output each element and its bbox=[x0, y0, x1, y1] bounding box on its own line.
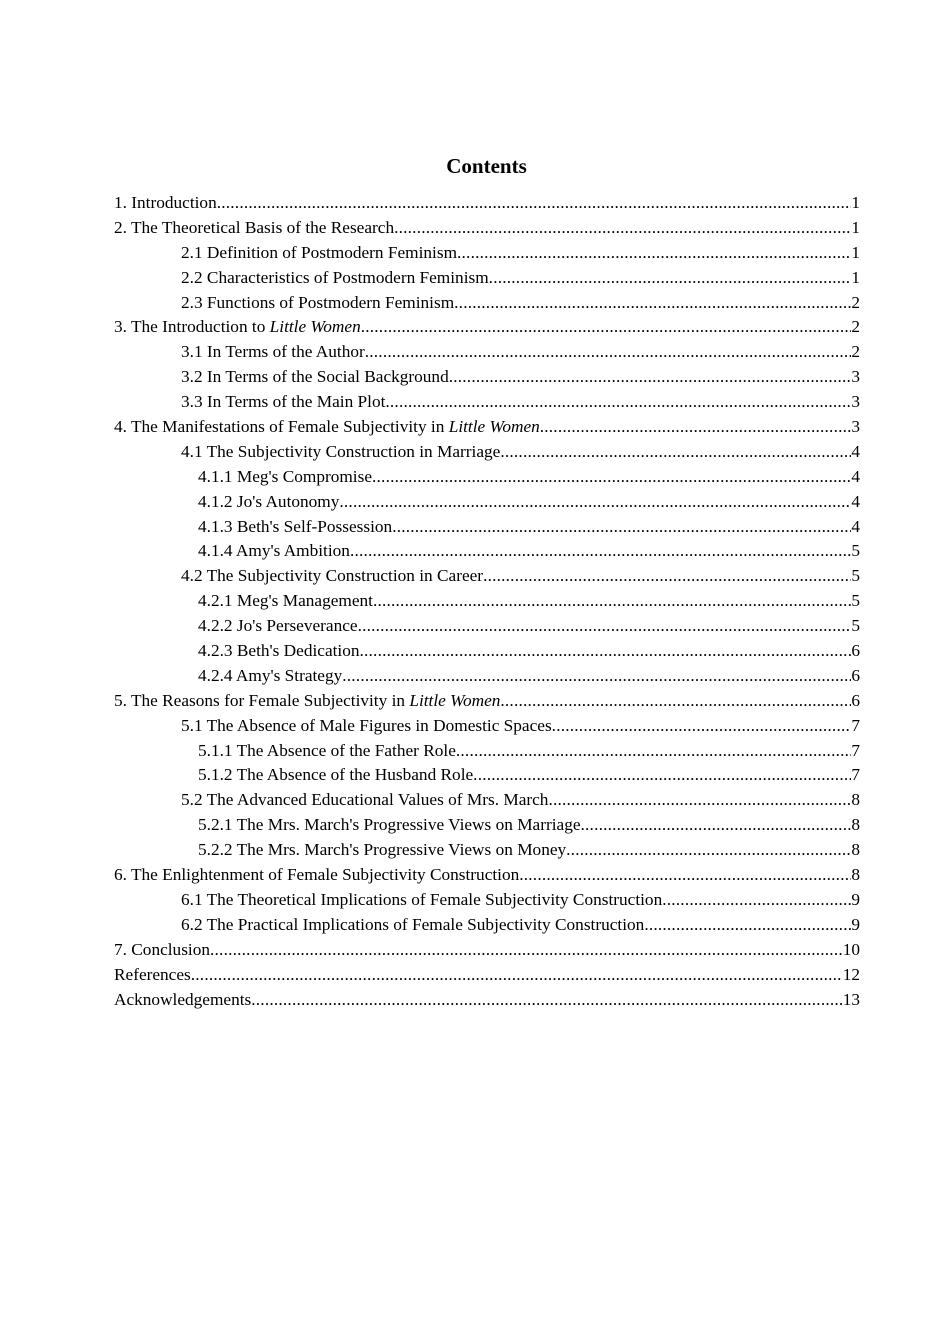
toc-page-number: 1 bbox=[851, 242, 860, 262]
toc-entry-label bbox=[181, 266, 489, 291]
toc-page-number: 7 bbox=[851, 740, 860, 760]
toc-dot-leader bbox=[358, 614, 852, 639]
toc-entry-text: 5.2.2 The Mrs. March's Progressive Views on Money bbox=[198, 840, 567, 860]
toc-dot-leader bbox=[500, 440, 851, 465]
toc-dot-leader bbox=[339, 490, 851, 515]
toc-entry-28[interactable] bbox=[114, 863, 860, 888]
toc-entry-label bbox=[114, 191, 217, 216]
toc-entry-text: 5.2 The Advanced Educational Values of Mrs. March bbox=[181, 790, 549, 810]
toc-dot-leader bbox=[350, 539, 851, 564]
toc-entry-label bbox=[198, 838, 566, 863]
toc-entry-label bbox=[181, 788, 548, 813]
toc-entry-text: Acknowledgements bbox=[114, 989, 252, 1009]
toc-entry-label bbox=[198, 539, 350, 564]
toc-entry-text: 3.1 In Terms of the Author bbox=[181, 342, 365, 362]
toc-page-number: 12 bbox=[842, 964, 860, 984]
toc-entry-label bbox=[114, 863, 519, 888]
toc-entry-30[interactable] bbox=[114, 913, 860, 938]
toc-page-number: 2 bbox=[851, 292, 860, 312]
toc-dot-leader bbox=[449, 365, 852, 390]
toc-entry-italic-title: Little Women bbox=[409, 690, 501, 710]
toc-entry-label bbox=[198, 763, 473, 788]
toc-entry-text: 3.3 In Terms of the Main Plot bbox=[181, 392, 386, 412]
toc-page-number: 7 bbox=[851, 715, 860, 735]
toc-dot-leader bbox=[210, 938, 843, 963]
toc-dot-leader bbox=[456, 739, 851, 764]
toc-page-number: 13 bbox=[842, 989, 860, 1009]
toc-entry-text: 7. Conclusion bbox=[114, 939, 211, 959]
toc-entry-text: 2.1 Definition of Postmodern Feminism bbox=[181, 242, 458, 262]
toc-entry-label bbox=[114, 988, 251, 1013]
toc-page-number: 3 bbox=[851, 417, 860, 437]
toc-entry-text: 2. The Theoretical Basis of the Research bbox=[114, 217, 395, 237]
toc-page-number: 5 bbox=[851, 566, 860, 586]
toc-entry-10[interactable] bbox=[114, 415, 860, 440]
toc-entry-text: References bbox=[114, 964, 191, 984]
toc-dot-leader bbox=[251, 988, 842, 1013]
toc-entry-text: 4.2.4 Amy's Strategy bbox=[198, 665, 343, 685]
toc-dot-leader bbox=[540, 415, 852, 440]
toc-dot-leader bbox=[581, 813, 852, 838]
toc-entry-text: 5.1 The Absence of Male Figures in Domestic Spaces bbox=[181, 715, 552, 735]
toc-page-number: 10 bbox=[842, 939, 860, 959]
toc-dot-leader bbox=[454, 291, 851, 316]
toc-entry-label bbox=[114, 938, 210, 963]
toc-entry-text: 4.1.1 Meg's Compromise bbox=[198, 466, 373, 486]
toc-page-number: 6 bbox=[851, 641, 860, 661]
toc-page-number: 8 bbox=[851, 790, 860, 810]
toc-entry-label bbox=[198, 515, 392, 540]
toc-page-number: 1 bbox=[851, 193, 860, 212]
toc-entry-text: 5.1.2 The Absence of the Husband Role bbox=[198, 765, 474, 785]
toc-page-number: 9 bbox=[851, 889, 860, 909]
toc-page-number: 4 bbox=[851, 516, 860, 536]
toc-dot-leader bbox=[519, 863, 851, 888]
toc-page-number: 4 bbox=[851, 491, 860, 511]
toc-entry-text: 1. Introduction bbox=[114, 193, 217, 212]
toc-entry-label bbox=[181, 913, 644, 938]
toc-entry-text: 3.2 In Terms of the Social Background bbox=[181, 367, 449, 387]
toc-entry-23[interactable] bbox=[114, 739, 860, 764]
toc-entry-13[interactable] bbox=[114, 490, 860, 515]
toc-page-number: 8 bbox=[851, 865, 860, 885]
toc-page-number: 5 bbox=[851, 541, 860, 561]
toc-entry-text: 6. The Enlightenment of Female Subjectivity Construction bbox=[114, 865, 520, 885]
toc-dot-leader bbox=[473, 763, 851, 788]
toc-entry-text: 5.2.1 The Mrs. March's Progressive Views on Marriage bbox=[198, 815, 581, 835]
toc-page-number: 3 bbox=[851, 392, 860, 412]
toc-entry-text: 6.1 The Theoretical Implications of Female Subjectivity Construction bbox=[181, 889, 663, 909]
toc-entry-label bbox=[198, 614, 358, 639]
toc-entry-text: 4.1.4 Amy's Ambition bbox=[198, 541, 350, 561]
toc-entry-text: 3. The Introduction to bbox=[114, 317, 270, 337]
toc-entry-text: 4.1.3 Beth's Self-Possession bbox=[198, 516, 393, 536]
toc-dot-leader bbox=[566, 838, 851, 863]
toc-page-number: 4 bbox=[851, 466, 860, 486]
toc-entry-31[interactable] bbox=[114, 938, 860, 963]
toc-entry-9[interactable] bbox=[114, 390, 860, 415]
toc-dot-leader bbox=[500, 689, 851, 714]
toc-entry-text: 4.2.3 Beth's Dedication bbox=[198, 641, 360, 661]
toc-dot-leader bbox=[373, 589, 851, 614]
toc-entry-29[interactable] bbox=[114, 888, 860, 913]
toc-entry-italic-title: Little Women bbox=[448, 417, 540, 437]
toc-entry-27[interactable] bbox=[114, 838, 860, 863]
toc-entry-1[interactable] bbox=[114, 191, 860, 216]
toc-dot-leader bbox=[662, 888, 851, 913]
toc-dot-leader bbox=[644, 913, 851, 938]
toc-entry-16[interactable] bbox=[114, 564, 860, 589]
toc-entry-label bbox=[181, 564, 483, 589]
toc-dot-leader bbox=[360, 639, 852, 664]
toc-entry-5[interactable] bbox=[114, 291, 860, 316]
toc-page-number: 3 bbox=[851, 367, 860, 387]
toc-entry-text: 4.1.2 Jo's Autonomy bbox=[198, 491, 340, 511]
toc-dot-leader bbox=[457, 241, 851, 266]
toc-entry-label bbox=[198, 664, 342, 689]
toc-page-number: 7 bbox=[851, 765, 860, 785]
toc-entry-8[interactable] bbox=[114, 365, 860, 390]
toc-dot-leader bbox=[372, 465, 851, 490]
toc-dot-leader bbox=[483, 564, 851, 589]
toc-page-number: 2 bbox=[851, 317, 860, 337]
toc-entry-label bbox=[198, 739, 456, 764]
toc-dot-leader bbox=[365, 340, 852, 365]
toc-entry-text: 4.2.1 Meg's Management bbox=[198, 591, 373, 611]
toc-entry-label bbox=[198, 639, 360, 664]
toc-entry-label bbox=[198, 589, 373, 614]
toc-entry-14[interactable] bbox=[114, 515, 860, 540]
toc-dot-leader bbox=[191, 963, 843, 988]
toc-entry-25[interactable] bbox=[114, 788, 860, 813]
toc-entry-11[interactable] bbox=[114, 440, 860, 465]
toc-entry-label bbox=[114, 315, 361, 340]
toc-entry-text: 4.2 The Subjectivity Construction in Career bbox=[181, 566, 484, 586]
toc-entry-18[interactable] bbox=[114, 614, 860, 639]
toc-entry-text: 6.2 The Practical Implications of Female Subjectivity Construction bbox=[181, 914, 645, 934]
toc-entry-label bbox=[181, 365, 449, 390]
toc-entry-label bbox=[198, 490, 339, 515]
toc-page-number: 6 bbox=[851, 665, 860, 685]
toc-entry-20[interactable] bbox=[114, 664, 860, 689]
toc-entry-15[interactable] bbox=[114, 539, 860, 564]
toc-page-number: 8 bbox=[851, 840, 860, 860]
toc-entry-text: 4.2.2 Jo's Perseverance bbox=[198, 616, 358, 636]
toc-entry-label bbox=[181, 440, 500, 465]
toc-entry-label bbox=[114, 689, 500, 714]
toc-entry-label bbox=[181, 888, 662, 913]
toc-entry-text: 4. The Manifestations of Female Subjectivity in bbox=[114, 417, 449, 437]
toc-entry-26[interactable] bbox=[114, 813, 860, 838]
toc-dot-leader bbox=[217, 191, 852, 216]
toc-entry-33[interactable] bbox=[114, 988, 860, 1013]
toc-entry-text: 4.1 The Subjectivity Construction in Marriage bbox=[181, 441, 501, 461]
toc-entry-label bbox=[181, 340, 365, 365]
toc-page-number: 4 bbox=[851, 441, 860, 461]
toc-entry-19[interactable] bbox=[114, 639, 860, 664]
toc-entry-label bbox=[198, 813, 581, 838]
toc-page-number: 1 bbox=[851, 217, 860, 237]
toc-entry-label bbox=[114, 216, 394, 241]
toc-dot-leader bbox=[489, 266, 852, 291]
toc-entry-text: 5.1.1 The Absence of the Father Role bbox=[198, 740, 456, 760]
toc-entry-6[interactable] bbox=[114, 315, 860, 340]
toc-dot-leader bbox=[392, 515, 851, 540]
page-title: Contents bbox=[446, 154, 527, 178]
toc-entry-italic-title: Little Women bbox=[269, 317, 361, 337]
toc-entry-text: 2.3 Functions of Postmodern Feminism bbox=[181, 292, 455, 312]
toc-entry-label bbox=[181, 714, 552, 739]
toc-entry-12[interactable] bbox=[114, 465, 860, 490]
toc-entry-3[interactable] bbox=[114, 241, 860, 266]
toc-entry-label bbox=[114, 415, 540, 440]
toc-dot-leader bbox=[342, 664, 851, 689]
toc-page-number: 6 bbox=[851, 690, 860, 710]
toc-entry-7[interactable] bbox=[114, 340, 860, 365]
toc-dot-leader bbox=[385, 390, 851, 415]
toc-page-number: 5 bbox=[851, 616, 860, 636]
toc-entry-text: 2.2 Characteristics of Postmodern Feminism bbox=[181, 267, 489, 287]
toc-entry-label bbox=[114, 963, 191, 988]
toc-dot-leader bbox=[552, 714, 852, 739]
toc-entry-label bbox=[181, 390, 385, 415]
toc-entry-2[interactable] bbox=[114, 216, 860, 241]
toc-entry-24[interactable] bbox=[114, 763, 860, 788]
toc-entry-32[interactable] bbox=[114, 963, 860, 988]
table-of-contents bbox=[114, 191, 860, 1012]
toc-entry-17[interactable] bbox=[114, 589, 860, 614]
toc-entry-22[interactable] bbox=[114, 714, 860, 739]
toc-dot-leader bbox=[361, 315, 852, 340]
toc-entry-label bbox=[198, 465, 372, 490]
toc-entry-4[interactable] bbox=[114, 266, 860, 291]
toc-page-number: 2 bbox=[851, 342, 860, 362]
toc-entry-label bbox=[181, 241, 457, 266]
toc-dot-leader bbox=[548, 788, 851, 813]
toc-page-number: 5 bbox=[851, 591, 860, 611]
toc-entry-label bbox=[181, 291, 454, 316]
toc-page-number: 8 bbox=[851, 815, 860, 835]
toc-entry-text: 5. The Reasons for Female Subjectivity in bbox=[114, 690, 410, 710]
toc-dot-leader bbox=[394, 216, 851, 241]
toc-page-number: 9 bbox=[851, 914, 860, 934]
toc-page-number: 1 bbox=[851, 267, 860, 287]
toc-entry-21[interactable] bbox=[114, 689, 860, 714]
